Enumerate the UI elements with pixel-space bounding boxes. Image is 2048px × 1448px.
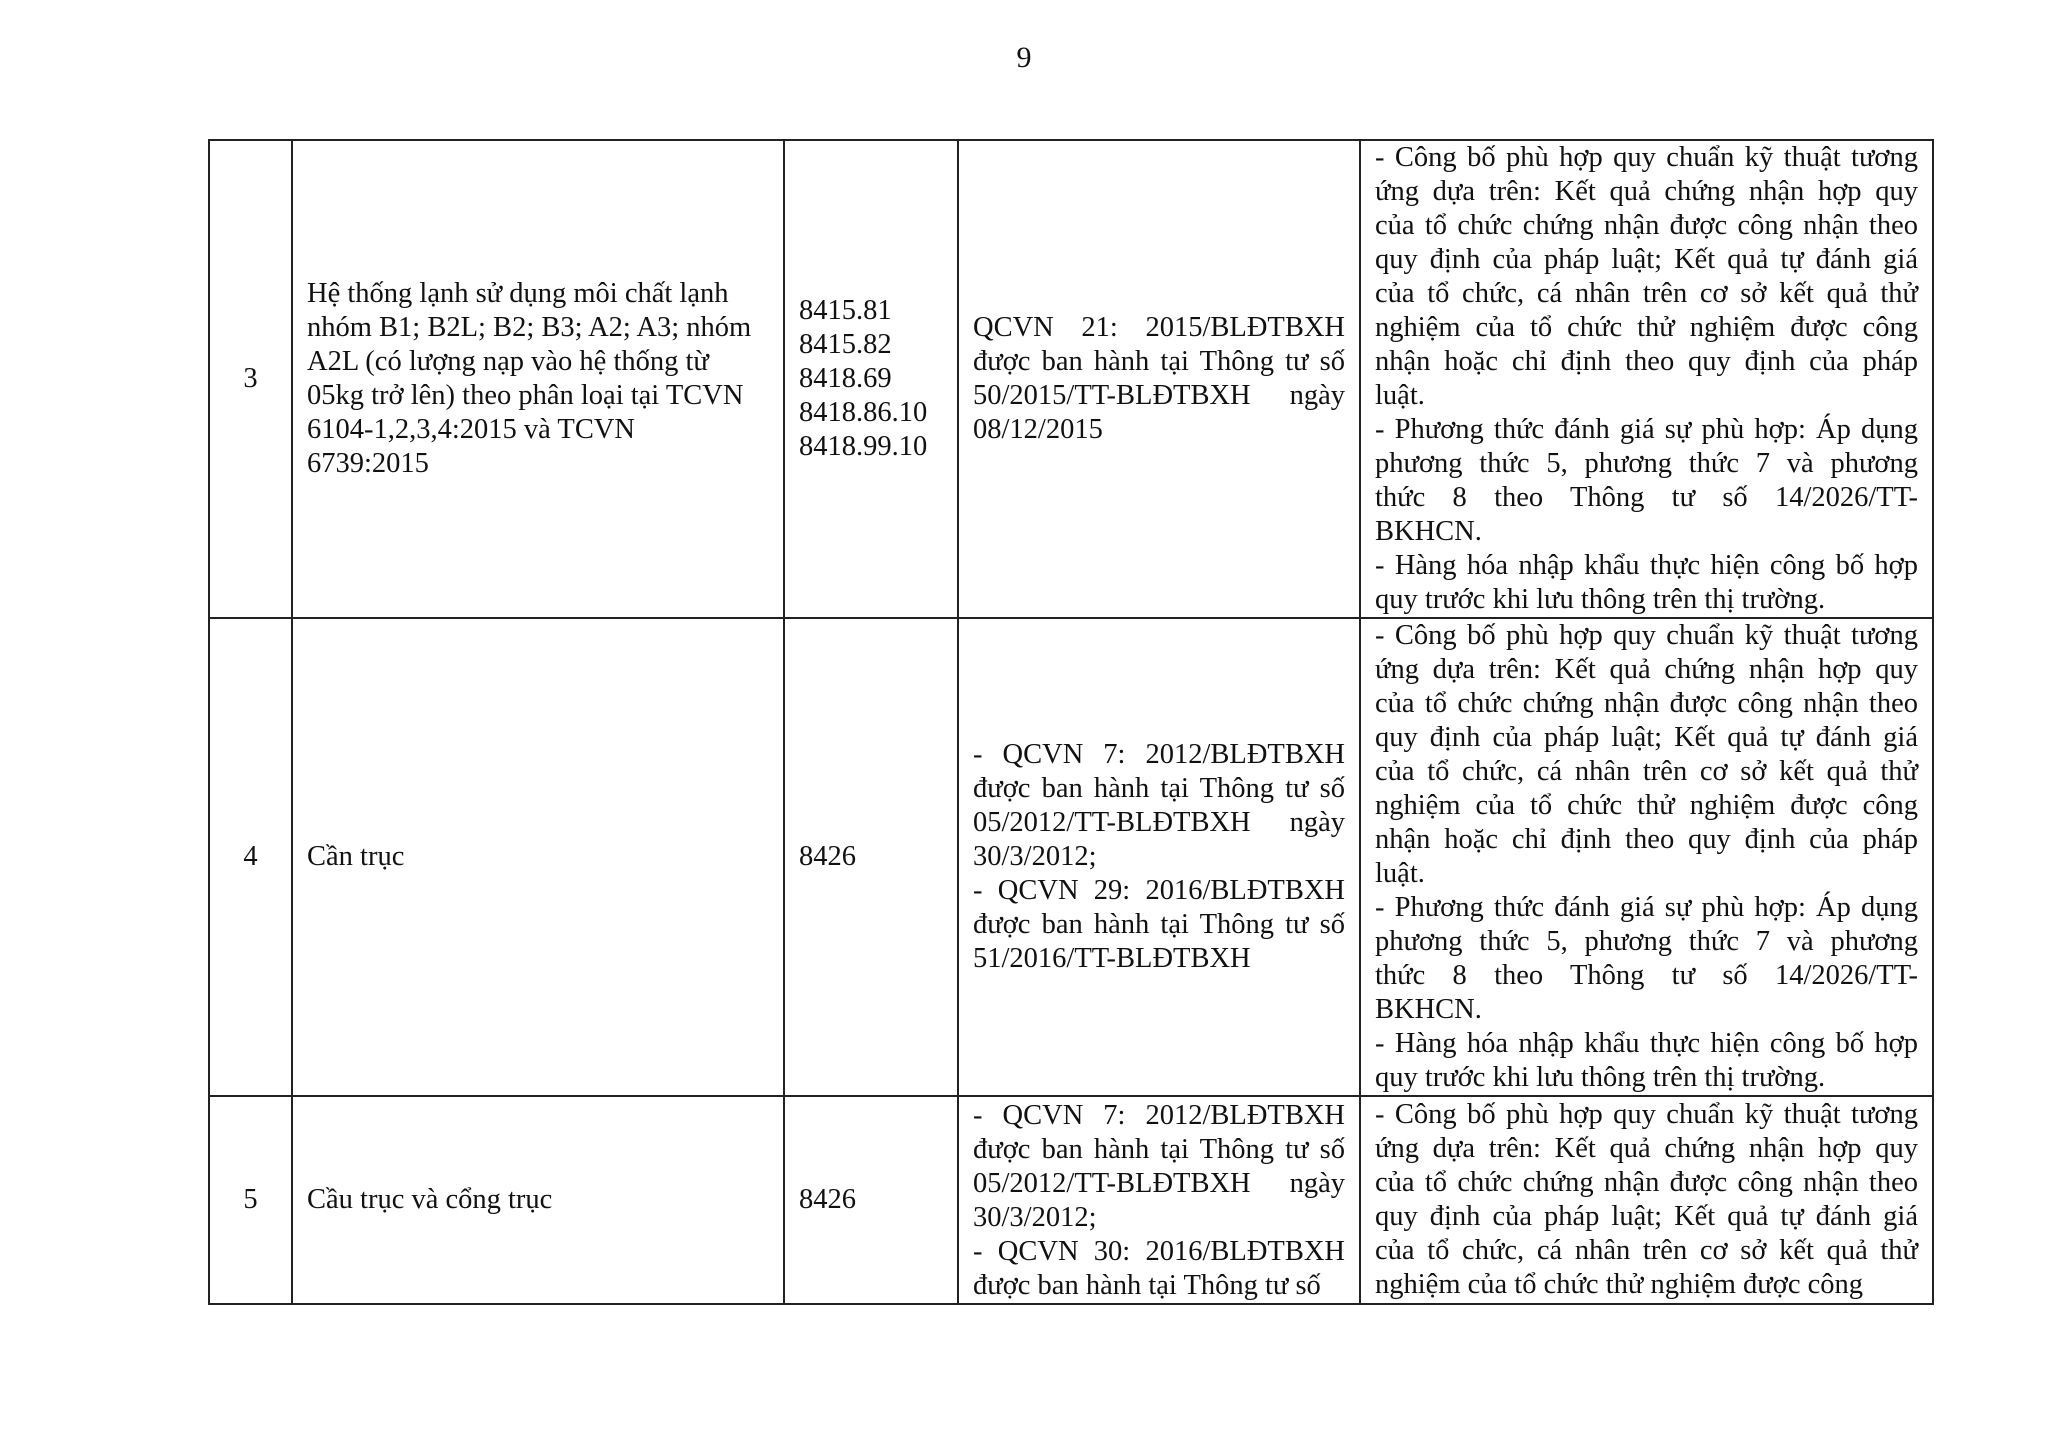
text-line: của tổ chức chứng nhận được công nhận theo [1375, 1167, 1918, 1198]
text-line: ứng dựa trên: Kết quả chứng nhận hợp quy [1375, 1133, 1918, 1164]
text-line: luật. [1375, 858, 1425, 889]
text-line: thức 8 theo Thông tư số 14/2026/TT- [1375, 960, 1918, 991]
text-line: Hệ thống lạnh sử dụng môi chất lạnh [307, 278, 729, 309]
text-line: - Hàng hóa nhập khẩu thực hiện công bố hợp [1375, 550, 1918, 581]
text-line: phương thức 5, phương thức 7 và phương [1375, 926, 1918, 957]
text-line: - Hàng hóa nhập khẩu thực hiện công bố hợp [1375, 1028, 1918, 1059]
text-line: 6739:2015 [307, 448, 429, 479]
regulation-table [208, 139, 1934, 1305]
text-line: 8426 [799, 841, 856, 872]
text-line: luật. [1375, 380, 1425, 411]
text-line: 6104-1,2,3,4:2015 và TCVN [307, 414, 636, 445]
text-line: quy định của pháp luật; Kết quả tự đánh giá [1375, 1201, 1918, 1232]
text-line: Cầu trục và cổng trục [307, 1184, 553, 1215]
product-name [292, 1096, 784, 1304]
page-number: 9 [1016, 41, 1032, 74]
conformity-method [1360, 1096, 1933, 1304]
text-line: 51/2016/TT-BLĐTBXH [973, 943, 1251, 974]
text-line: - Công bố phù hợp quy chuẩn kỹ thuật tương [1375, 620, 1918, 651]
text-line: nghiệm của tổ chức thử nghiệm được công [1375, 790, 1918, 821]
row-number: 3 [209, 140, 292, 618]
text-line: Cần trục [307, 841, 405, 872]
text-line: 05/2012/TT-BLĐTBXH ngày [973, 807, 1345, 838]
text-line: 30/3/2012; [973, 1202, 1097, 1233]
text-line: 8415.82 [799, 329, 892, 360]
text-line: quy trước khi lưu thông trên thị trường. [1375, 584, 1826, 615]
text-line: 8426 [799, 1184, 856, 1215]
table-row [209, 1096, 1933, 1304]
text-line: BKHCN. [1375, 994, 1482, 1025]
text-line: được ban hành tại Thông tư số [973, 346, 1345, 377]
text-line: phương thức 5, phương thức 7 và phương [1375, 448, 1918, 479]
text-line: của tổ chức, cá nhân trên cơ sở kết quả thử [1375, 1235, 1918, 1266]
text-line: 8418.99.10 [799, 431, 928, 462]
row-number: 5 [209, 1096, 292, 1304]
text-line: - Công bố phù hợp quy chuẩn kỹ thuật tương [1375, 1099, 1918, 1130]
text-line: được ban hành tại Thông tư số [973, 909, 1345, 940]
text-line: - Công bố phù hợp quy chuẩn kỹ thuật tương [1375, 142, 1918, 173]
text-line: quy định của pháp luật; Kết quả tự đánh giá [1375, 244, 1918, 275]
text-line: thức 8 theo Thông tư số 14/2026/TT- [1375, 482, 1918, 513]
table-row [209, 618, 1933, 1096]
technical-standard [958, 1096, 1360, 1304]
text-line: được ban hành tại Thông tư số [973, 1270, 1321, 1301]
text-line: quy định của pháp luật; Kết quả tự đánh giá [1375, 722, 1918, 753]
text-line: - QCVN 29: 2016/BLĐTBXH [973, 875, 1345, 906]
text-line: 50/2015/TT-BLĐTBXH ngày [973, 380, 1345, 411]
text-line: A2L (có lượng nạp vào hệ thống từ [307, 346, 709, 377]
text-line: - QCVN 7: 2012/BLĐTBXH [973, 1100, 1345, 1131]
product-name [292, 140, 784, 618]
text-line: 08/12/2015 [973, 414, 1103, 445]
text-line: QCVN 21: 2015/BLĐTBXH [973, 312, 1345, 343]
text-line: của tổ chức chứng nhận được công nhận theo [1375, 210, 1918, 241]
text-line: của tổ chức chứng nhận được công nhận theo [1375, 688, 1918, 719]
product-name [292, 618, 784, 1096]
conformity-method [1360, 140, 1933, 618]
technical-standard [958, 618, 1360, 1096]
table-row [209, 140, 1933, 618]
text-line: 05/2012/TT-BLĐTBXH ngày [973, 1168, 1345, 1199]
text-line: nghiệm của tổ chức thử nghiệm được công [1375, 312, 1918, 343]
text-line: 8415.81 [799, 295, 892, 326]
text-line: 30/3/2012; [973, 841, 1097, 872]
hs-codes [784, 1096, 958, 1304]
text-line: được ban hành tại Thông tư số [973, 773, 1345, 804]
text-line: nhận hoặc chỉ định theo quy định của pháp [1375, 824, 1918, 855]
text-line: ứng dựa trên: Kết quả chứng nhận hợp quy [1375, 176, 1918, 207]
text-line: nghiệm của tổ chức thử nghiệm được công [1375, 1269, 1863, 1300]
text-line: được ban hành tại Thông tư số [973, 1134, 1345, 1165]
text-line: 8418.69 [799, 363, 892, 394]
text-line: BKHCN. [1375, 516, 1482, 547]
hs-codes [784, 140, 958, 618]
text-line: - Phương thức đánh giá sự phù hợp: Áp dụng [1375, 414, 1918, 445]
text-line: - QCVN 7: 2012/BLĐTBXH [973, 739, 1345, 770]
text-line: quy trước khi lưu thông trên thị trường. [1375, 1062, 1826, 1093]
row-number: 4 [209, 618, 292, 1096]
text-line: nhận hoặc chỉ định theo quy định của pháp [1375, 346, 1918, 377]
text-line: của tổ chức, cá nhân trên cơ sở kết quả thử [1375, 278, 1918, 309]
technical-standard [958, 140, 1360, 618]
text-line: ứng dựa trên: Kết quả chứng nhận hợp quy [1375, 654, 1918, 685]
text-line: - QCVN 30: 2016/BLĐTBXH [973, 1236, 1345, 1267]
text-line: nhóm B1; B2L; B2; B3; A2; A3; nhóm [307, 312, 752, 343]
hs-codes [784, 618, 958, 1096]
text-line: - Phương thức đánh giá sự phù hợp: Áp dụng [1375, 892, 1918, 923]
conformity-method [1360, 618, 1933, 1096]
text-line: của tổ chức, cá nhân trên cơ sở kết quả thử [1375, 756, 1918, 787]
text-line: 8418.86.10 [799, 397, 928, 428]
text-line: 05kg trở lên) theo phân loại tại TCVN [307, 380, 744, 411]
